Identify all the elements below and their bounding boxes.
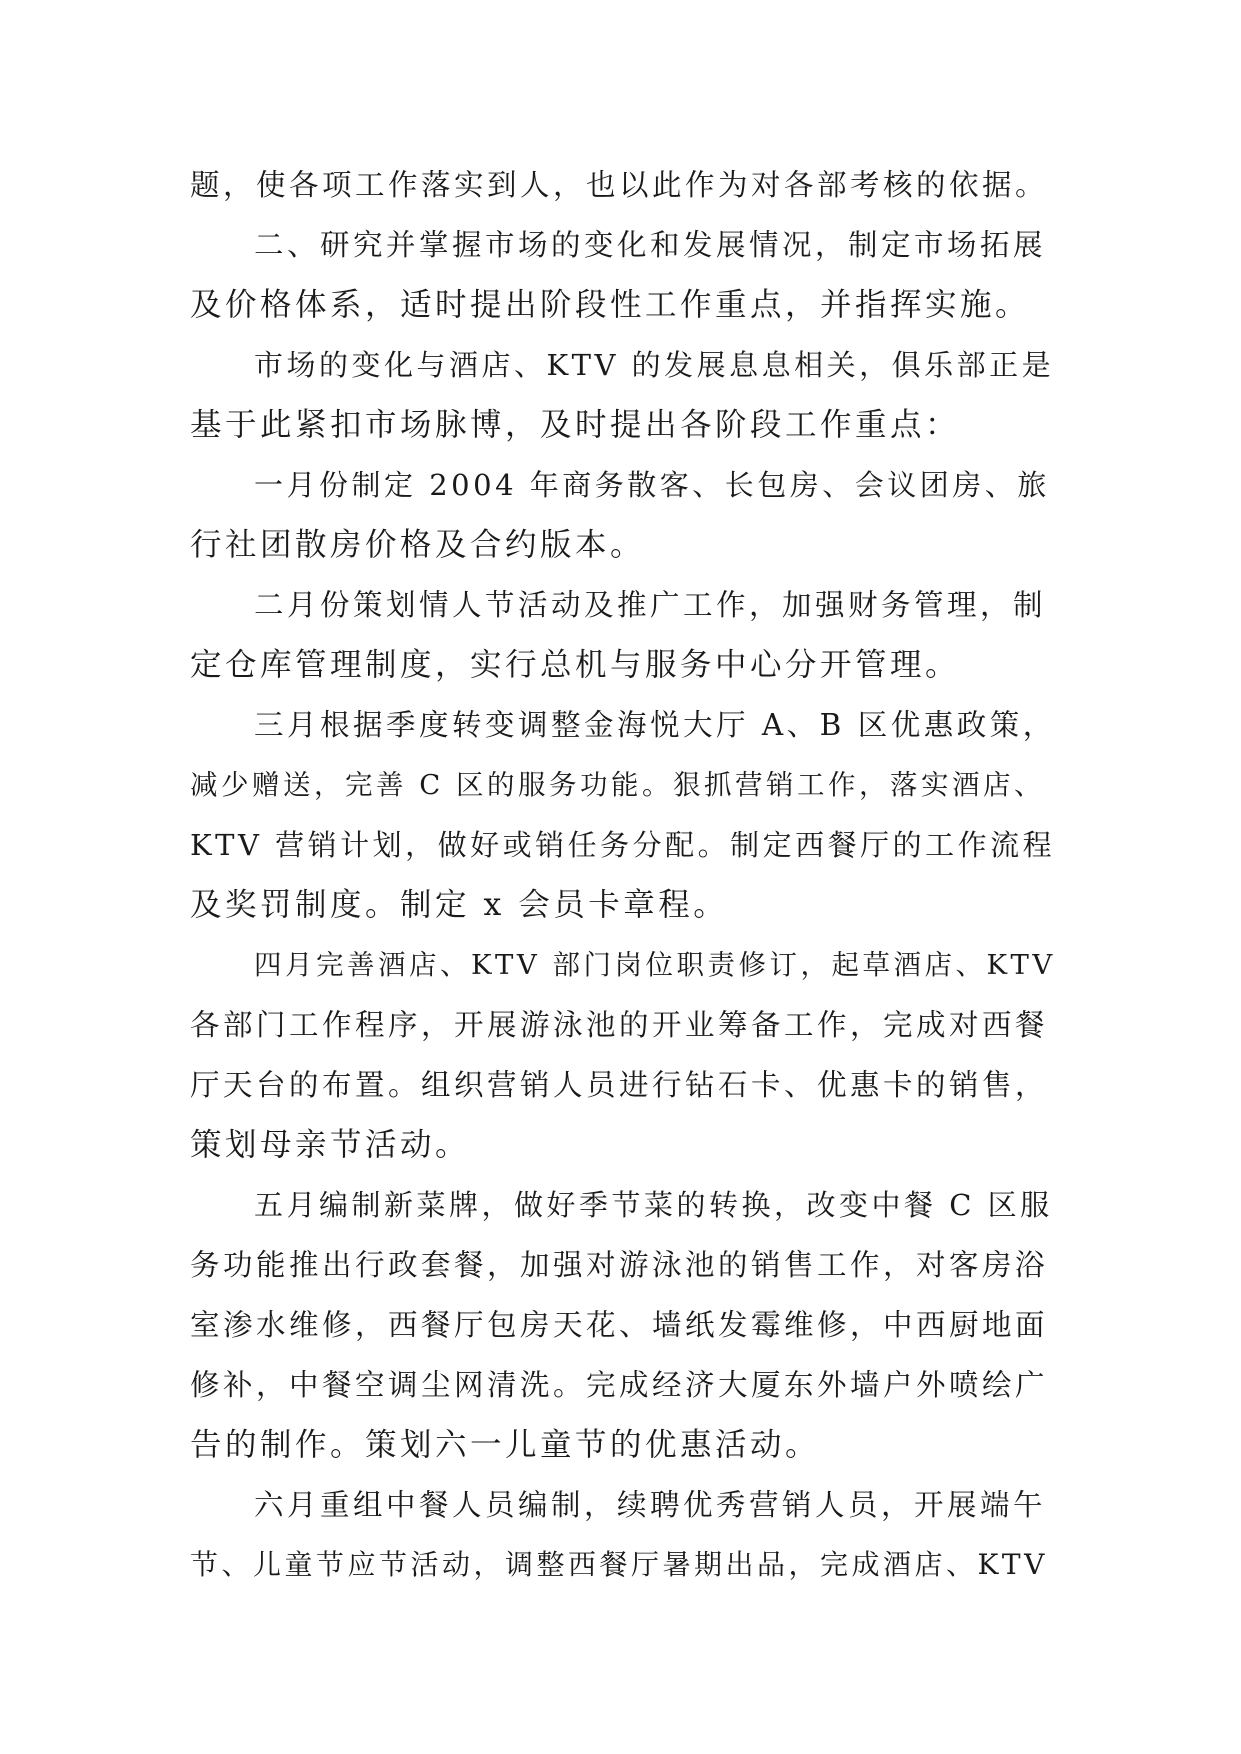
text-line: 行社团散房价格及合约版本。 — [190, 527, 646, 563]
text-line: 二、研究并掌握市场的变化和发展情况，制定市场拓展 — [254, 228, 1047, 262]
text-line: 定仓库管理制度，实行总机与服务中心分开管理。 — [190, 647, 961, 683]
text-line: 一月份制定 2004 年商务散客、长包房、会议团房、旅 — [254, 468, 1050, 502]
text-line: 策划母亲节活动。 — [190, 1127, 471, 1163]
text-line: 务功能推出行政套餐，加强对游泳池的销售工作，对客房浴 — [190, 1248, 1049, 1282]
text-line: 厅天台的布置。组织营销人员进行钻石卡、优惠卡的销售， — [190, 1068, 1049, 1102]
text-line: 五月编制新菜牌，做好季节菜的转换，改变中餐 C 区服 — [254, 1188, 1053, 1222]
text-line: 减少赠送，完善 C 区的服务功能。狠抓营销工作，落实酒店、 — [190, 769, 1046, 801]
text-line: 市场的变化与酒店、KTV 的发展息息相关，俱乐部正是 — [254, 348, 1055, 382]
text-line: 及价格体系，适时提出阶段性工作重点，并指挥实施。 — [190, 287, 1031, 323]
text-line: 三月根据季度转变调整金海悦大厅 A、B 区优惠政策， — [254, 708, 1056, 742]
text-line: 六月重组中餐人员编制，续聘优秀营销人员，开展端午 — [254, 1488, 1047, 1522]
text-line: 四月完善酒店、KTV 部门岗位职责修订，起草酒店、KTV — [254, 949, 1056, 981]
text-line: 修补，中餐空调尘网清洗。完成经济大厦东外墙户外喷绘广 — [190, 1368, 1049, 1402]
text-line: 节、儿童节应节活动，调整西餐厅暑期出品，完成酒店、KTV — [190, 1548, 1048, 1581]
text-line: 基于此紧扣市场脉博，及时提出各阶段工作重点： — [190, 407, 961, 443]
text-line: 告的制作。策划六一儿童节的优惠活动。 — [190, 1427, 821, 1463]
text-line: 及奖罚制度。制定 x 会员卡章程。 — [190, 887, 729, 923]
text-line: 二月份策划情人节活动及推广工作，加强财务管理，制 — [254, 588, 1047, 622]
text-line: KTV 营销计划，做好或销任务分配。制定西餐厅的工作流程 — [190, 828, 1056, 862]
text-line: 题，使各项工作落实到人，也以此作为对各部考核的依据。 — [190, 168, 1049, 202]
text-line: 各部门工作程序，开展游泳池的开业筹备工作，完成对西餐 — [190, 1008, 1049, 1042]
text-line: 室渗水维修，西餐厅包房天花、墙纸发霉维修，中西厨地面 — [190, 1308, 1049, 1342]
